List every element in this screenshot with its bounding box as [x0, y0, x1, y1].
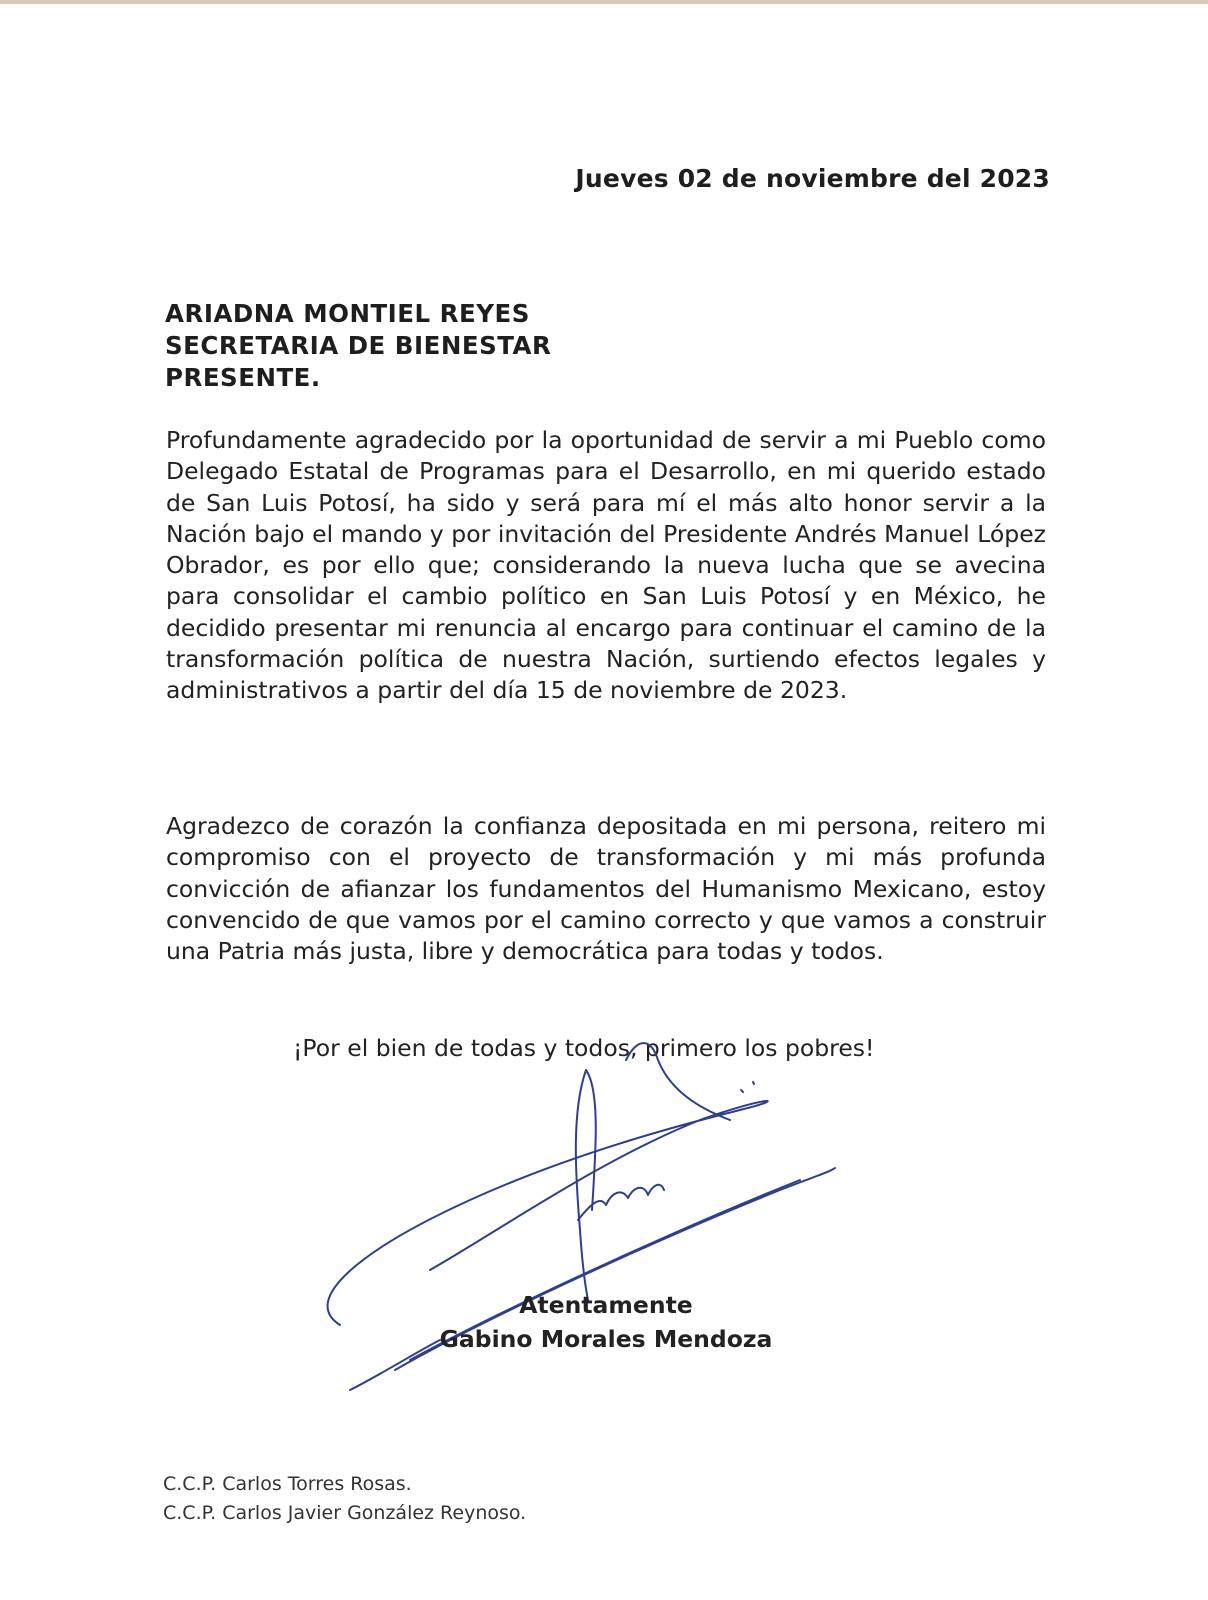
signature-stroke-dots	[741, 1082, 754, 1092]
body-paragraph-1: Profundamente agradecido por la oportunidad de servir a mi Pueblo como Delegado Estatal de Programas para el Desarrollo, en mi querido estado de San Luis Potosí, ha sido y será para mí el más alto honor servir a la Nación bajo el mando y por invitación del Presidente Andrés Manuel López Obrador, es por ello que; considerando la nueva lucha que se avecina para consolidar el cambio político en San Luis Potosí y en México, he decidido presentar mi renuncia al encargo para continuar el camino de la transformación política de nuestra Nación, surtiendo efectos legales y administrativos a partir del día 15 de noviembre de 2023.	[166, 426, 1046, 705]
signature-stroke-scribble	[578, 1185, 664, 1220]
recipient-presente: PRESENTE.	[165, 363, 321, 392]
body-paragraph-2: Agradezco de corazón la confianza depositada en mi persona, reitero mi compromiso con el proyecto de transformación y mi más profunda convicción de afianzar los fundamentos del Humanismo Mexicano, estoy convencido de que vamos por el camino correcto y que vamos a construir una Patria más justa, libre y democrática para todas y todos.	[166, 812, 1046, 966]
paper-top-edge	[0, 0, 1208, 4]
recipient-name: ARIADNA MONTIEL REYES	[165, 299, 530, 328]
motto-line: ¡Por el bien de todas y todos, primero los pobres!	[293, 1034, 875, 1062]
recipient-position: SECRETARIA DE BIENESTAR	[165, 331, 552, 360]
letter-date: Jueves 02 de noviembre del 2023	[575, 164, 1050, 193]
signature-stroke-tail	[350, 1340, 440, 1390]
ccp-line-2: C.C.P. Carlos Javier González Reynoso.	[163, 1502, 527, 1524]
closing-block	[436, 1288, 776, 1356]
recipient-block	[165, 298, 551, 394]
ccp-line-1: C.C.P. Carlos Torres Rosas.	[163, 1473, 412, 1495]
signature-stroke-tall	[576, 1070, 596, 1300]
closing-atentamente: Atentamente	[519, 1291, 693, 1319]
signer-name: Gabino Morales Mendoza	[439, 1325, 773, 1353]
ccp-block	[163, 1470, 526, 1528]
